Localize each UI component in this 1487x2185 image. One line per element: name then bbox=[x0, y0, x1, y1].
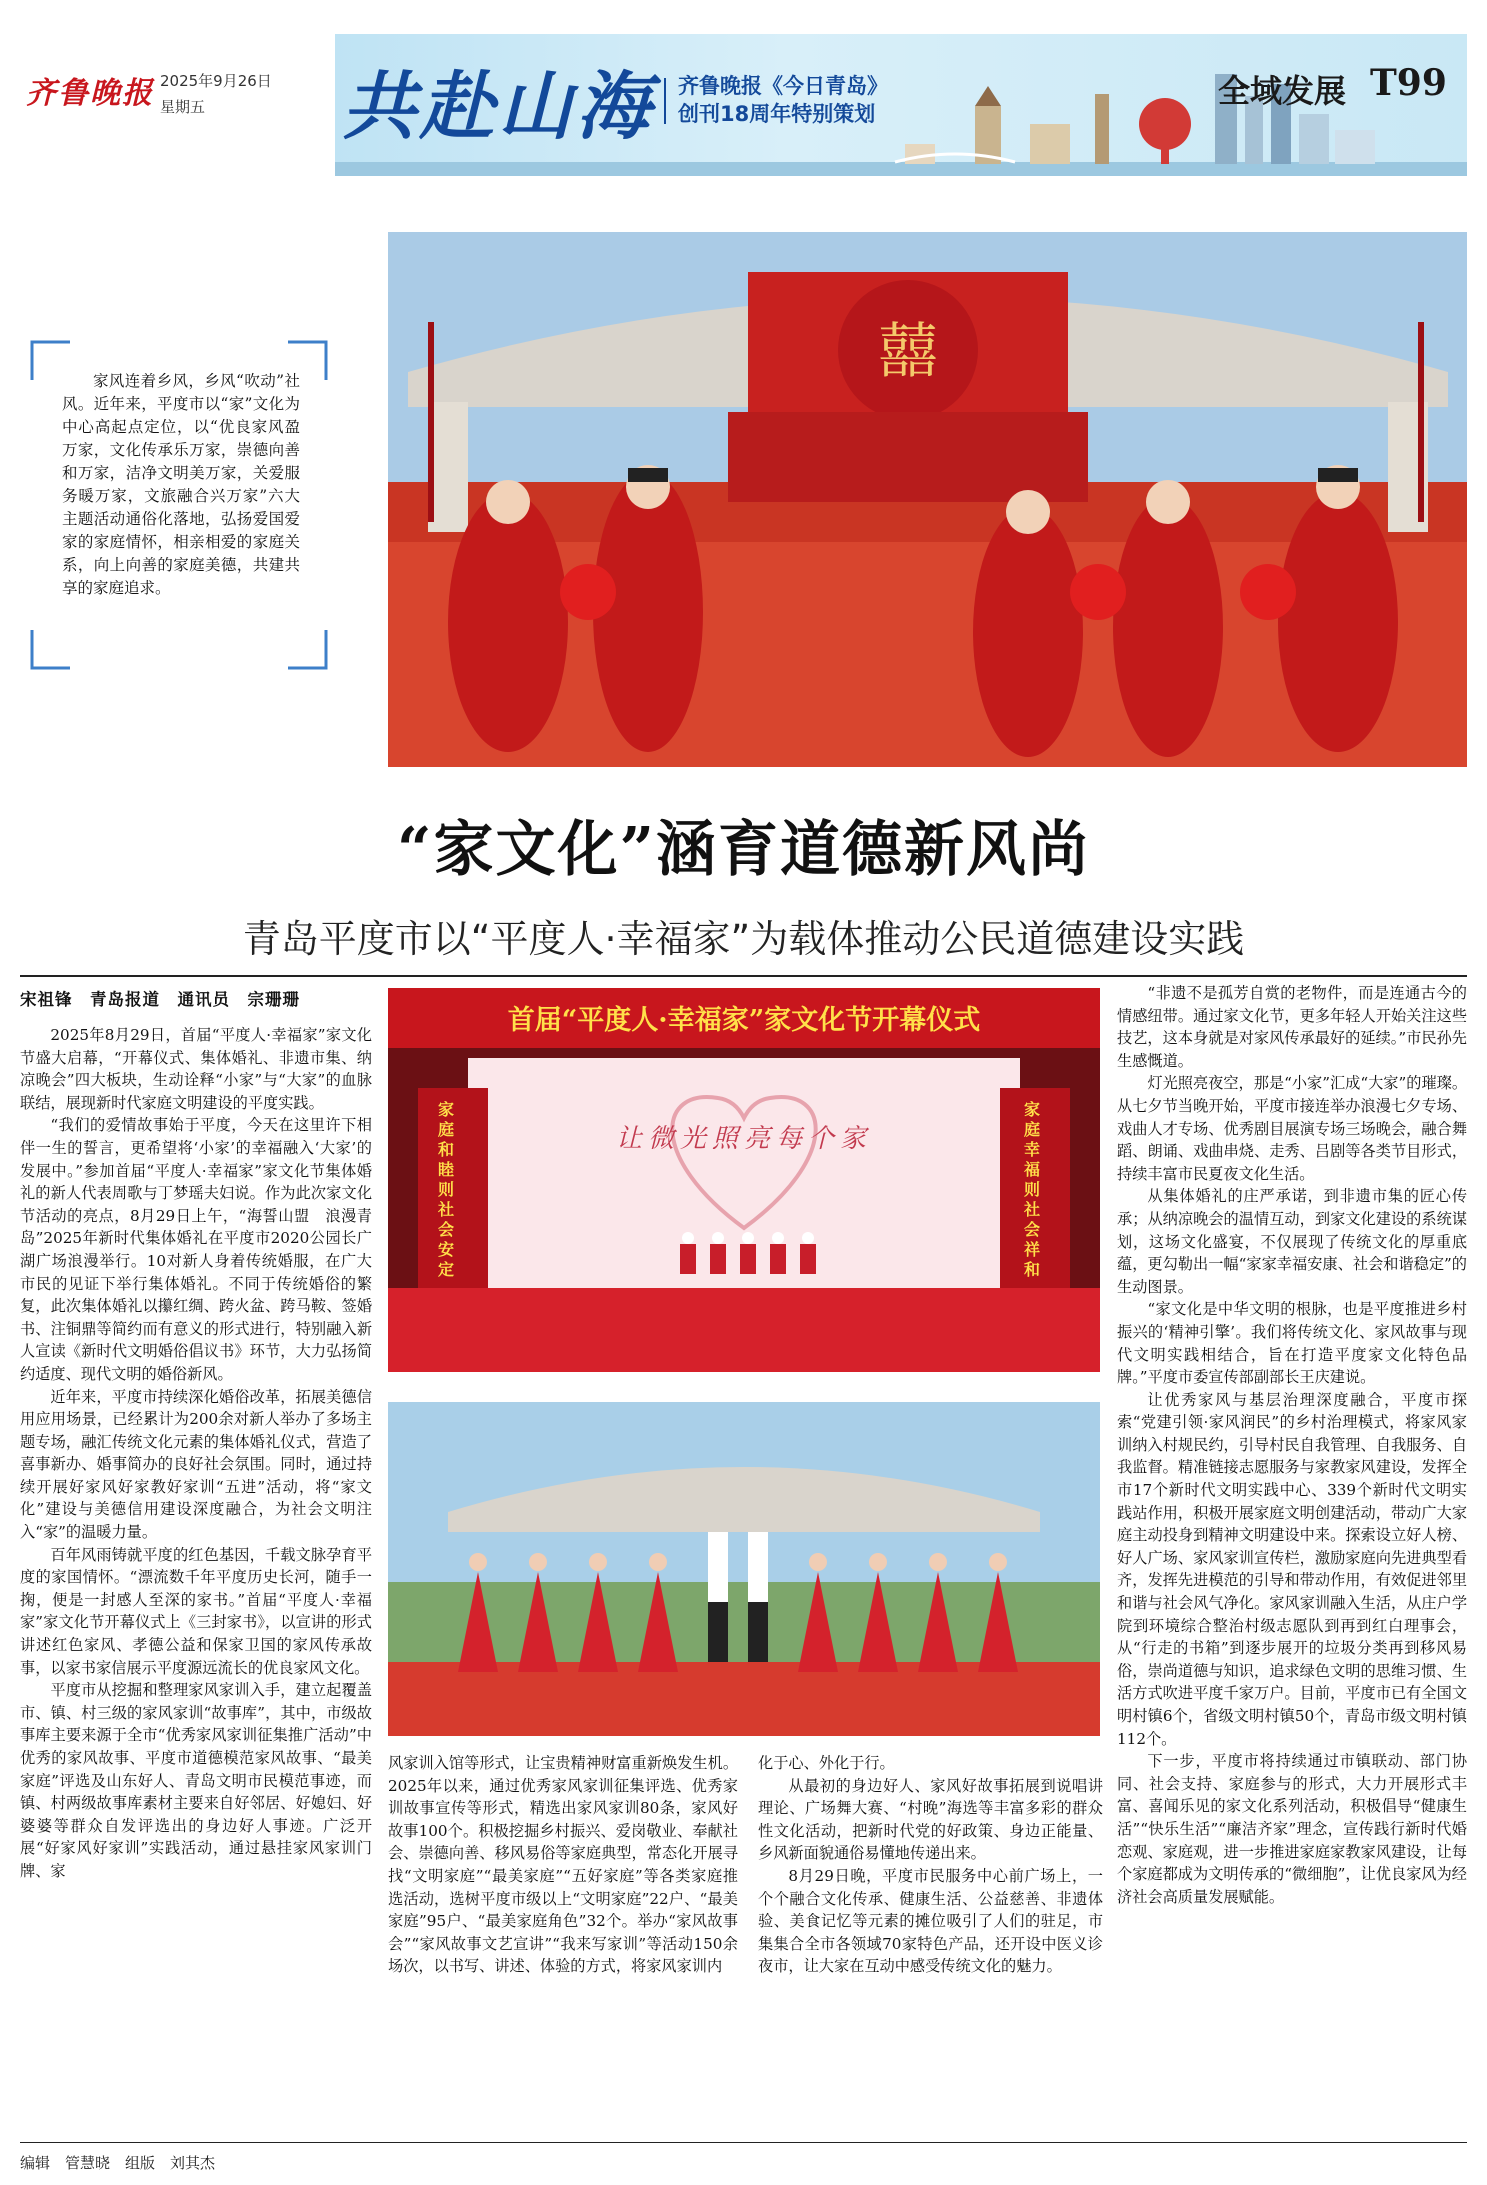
wedding-ceremony-photo bbox=[388, 232, 1467, 767]
article-column-right bbox=[1117, 982, 1467, 1908]
headline-rule bbox=[20, 975, 1467, 977]
backdrop-slogan: 让微光照亮每个家 bbox=[615, 1124, 872, 1154]
banner-subtitle-1: 齐鲁晚报《今日青岛》 bbox=[678, 74, 888, 98]
paragraph: 近年来，平度市持续深化婚俗改革，拓展美德信用应用场景，已经累计为200余对新人举办了多场主题专场，融汇传统文化元素的集体婚礼仪式，营造了喜事新办、婚事简办的良好社会氛围。同时，通过持续开展好家风好家教好家训“五进”活动，将“家文化”建设与美德信用建设深度融合，为社会文明注入“家”的温暖力量。 bbox=[20, 1387, 372, 1542]
issue-weekday: 星期五 bbox=[160, 98, 206, 116]
editor-credits: 编辑 管慧晓 组版 刘其杰 bbox=[20, 2154, 216, 2172]
paragraph: 从最初的身边好人、家风好故事拓展到说唱讲理论、广场舞大赛、“村晚”海选等丰富多彩的群众性文化活动，把新时代党的好政策、身边正能量、乡风新面貌通俗易懂地传递出来。 bbox=[758, 1776, 1103, 1863]
paragraph: 平度市从挖掘和整理家风家训入手，建立起覆盖市、镇、村三级的家风家训“故事库”，其中，市级故事库主要来源于全市“优秀家风家训征集推广活动”中优秀的家风故事、平度市道德模范家风故事、“最美家庭”评选及山东好人、青岛文明市民模范事迹，而镇、村两级故事库素材主要来自好邻居、好媳妇、好婆婆等群众自发评选出的身边好人事迹。广泛开展“好家风好家训”实践活动，通过悬挂家风家训门牌、家 bbox=[20, 1681, 372, 1880]
side-banner-left: 家庭和睦则社会安定 bbox=[438, 1100, 455, 1279]
issue-date: 2025年9月26日 bbox=[160, 72, 272, 90]
article-column-center-2 bbox=[758, 1752, 1103, 1978]
lead-paragraph: 家风连着乡风，乡风“吹动”社风。近年来，平度市以“家”文化为中心高起点定位，以“优良家风盈万家，文化传承乐万家，崇德向善和万家，洁净文明美万家，关爱服务暖万家，文旅融合兴万家”六大主题活动通俗化落地，弘扬爱国爱家的家庭情怀，相亲相爱的家庭关系，向上向善的家庭美德，共建共享的家庭追求。 bbox=[62, 372, 300, 597]
paragraph: 从集体婚礼的庄严承诺，到非遗市集的匠心传承；从纳凉晚会的温情互动，到家文化建设的系统谋划，这场文化盛宴，不仅展现了传统文化的厚重底蕴，更勾勒出一幅“家家幸福安康、社会和谐稳定”的生动图景。 bbox=[1117, 1187, 1467, 1296]
paragraph: 下一步，平度市将持续通过市镇联动、部门协同、社会支持、家庭参与的形式，大力开展形式丰富、喜闻乐见的家文化系列活动，积极倡导“健康生活”“快乐生活”“廉洁齐家”理念，宣传践行新时代婚恋观、家庭观，进一步推进家庭家教家风建设，让每个家庭都成为文明传承的“微细胞”，让优良家风为经济社会高质量发展赋能。 bbox=[1117, 1752, 1467, 1906]
section-name: 全域发展 bbox=[1218, 72, 1347, 110]
paragraph: 化于心、外化于行。 bbox=[758, 1754, 895, 1772]
byline: 宋祖锋 青岛报道 通讯员 宗珊珊 bbox=[20, 990, 300, 1009]
wedding-ceremony-illustration bbox=[388, 232, 1467, 767]
newspaper-logo: 齐鲁晚报 bbox=[26, 76, 154, 111]
subheadline: 青岛平度市以“平度人·幸福家”为载体推动公民道德建设实践 bbox=[242, 917, 1245, 961]
ceremony-banner-text: 首届“平度人·幸福家”家文化节开幕仪式 bbox=[507, 1005, 981, 1036]
paragraph: 灯光照亮夜空，那是“小家”汇成“大家”的璀璨。从七夕节当晚开始，平度市接连举办浪漫七夕专场、戏曲人才专场、优秀剧目展演专场三场晚会，融合舞蹈、朗诵、戏曲串烧、走秀、吕剧等各类节目形式，持续丰富市民夏夜文化生活。 bbox=[1117, 1074, 1468, 1183]
paragraph: “家文化是中华文明的根脉，也是平度推进乡村振兴的‘精神引擎’。我们将传统文化、家风故事与现代文明实践相结合，旨在打造平度家文化特色品牌。”平度市委宣传部副部长王庆建说。 bbox=[1117, 1300, 1467, 1387]
special-feature-title: 共赴山海 bbox=[342, 64, 654, 150]
page-number: T99 bbox=[1370, 62, 1447, 104]
headline: “家文化”涵育道德新风尚 bbox=[396, 815, 1091, 885]
masthead bbox=[0, 0, 1487, 170]
stage-illustration bbox=[388, 988, 1100, 1372]
svg-text:囍: 囍 bbox=[878, 317, 938, 387]
article-column-center-1 bbox=[388, 1752, 738, 1978]
choir-illustration bbox=[388, 1402, 1100, 1736]
banner-divider bbox=[664, 78, 666, 124]
side-banner-right: 家庭幸福则社会祥和 bbox=[1024, 1100, 1041, 1279]
paragraph: 风家训入馆等形式，让宝贵精神财富重新焕发生机。2025年以来，通过优秀家风家训征集评选、优秀家训故事宣传等形式，精选出家风家训80条，家风好故事100个。积极挖掘乡村振兴、爱岗敬业、奉献社会、崇德向善、移风易俗等家庭典型，常态化开展寻找“文明家庭”“最美家庭”“五好家庭”等各类家庭推选活动，选树平度市级以上“文明家庭”22户、“最美家庭”95户、“最美家庭角色”32个。举办“家风故事会”“家风故事文艺宣讲”“我来写家训”等活动150余场次，以书写、讲述、体验的方式，将家风家训内 bbox=[388, 1754, 738, 1976]
paragraph: “非遗不是孤芳自赏的老物件，而是连通古今的情感纽带。通过家文化节，更多年轻人开始关注这些技艺，这本身就是对家风传承最好的延续。”市民孙先生感慨道。 bbox=[1117, 984, 1467, 1070]
choir-performance-photo bbox=[388, 1402, 1100, 1736]
paragraph: 2025年8月29日，首届“平度人·幸福家”家文化节盛大启幕，“开幕仪式、集体婚礼、非遗市集、纳凉晚会”四大板块，生动诠释“小家”与“大家”的血脉联结，展现新时代家庭文明建设的平度实践。 bbox=[20, 1026, 372, 1112]
paragraph: “我们的爱情故事始于平度，今天在这里许下相伴一生的誓言，更希望将‘小家’的幸福融入‘大家’的发展中。”参加首届“平度人·幸福家”家文化节集体婚礼的新人代表周歌与丁梦瑶夫妇说。作为此次家文化节活动的亮点，8月29日上午，“海誓山盟 浪漫青岛”2025年新时代集体婚礼在平度市2020公园长广湖广场浪漫举行。10对新人身着传统婚服，在广大市民的见证下举行集体婚礼。不同于传统婚俗的繁复，此次集体婚礼以攥红绸、跨火盆、跨马鞍、签婚书、注铜鼎等简约而有意义的形式进行，特别融入新人宣读《新时代文明婚俗倡议书》环节，大力弘扬简约适度、现代文明的婚俗新风。 bbox=[20, 1116, 372, 1383]
article-column-left bbox=[20, 1024, 372, 1883]
paragraph: 让优秀家风与基层治理深度融合，平度市探索“党建引领·家风润民”的乡村治理模式，将家风家训纳入村规民约，引导村民自我管理、自我服务、自我监督。精准链接志愿服务与家教家风建设，发挥全市17个新时代文明实践中心、339个新时代文明实践站作用，积极开展家庭文明创建活动，带动广大家庭主动投身到精神文明建设中来。探索设立好人榜、好人广场、家风家训宣传栏，激励家庭向先进典型看齐，发挥先进模范的引导和带动作用，有效促进邻里和谐与社会风气净化。家风家训融入生活，从庄户学院到环境综合整治村级志愿队到再到红白理事会，从“行走的书箱”到逐步展开的垃圾分类再到移风易俗，崇尚道德与知识，追求绿色文明的思维习惯、生活方式吹进平度千家万户。目前，平度市已有全国文明村镇6个，省级文明村镇50个，青岛市级文明村镇112个。 bbox=[1117, 1390, 1467, 1748]
opening-ceremony-photo bbox=[388, 988, 1100, 1372]
footer-rule bbox=[20, 2142, 1467, 2143]
banner-subtitle-2: 创刊18周年特别策划 bbox=[678, 102, 876, 126]
paragraph: 百年风雨铸就平度的红色基因，千载文脉孕育平度的家国情怀。“漂流数千年平度历史长河，随手一掬，便是一封感人至深的家书。”首届“平度人·幸福家”家文化节开幕仪式上《三封家书》，以宣讲的形式讲述红色家风、孝德公益和保家卫国的家风传承故事，以家书家信展示平度源远流长的优良家风文化。 bbox=[20, 1545, 372, 1677]
paragraph: 8月29日晚，平度市民服务中心前广场上，一个个融合文化传承、健康生活、公益慈善、非遗体验、美食记忆等元素的摊位吸引了人们的驻足，市集集合全市各领域70家特色产品，还开设中医义诊夜市，让大家在互动中感受传统文化的魅力。 bbox=[758, 1866, 1103, 1976]
